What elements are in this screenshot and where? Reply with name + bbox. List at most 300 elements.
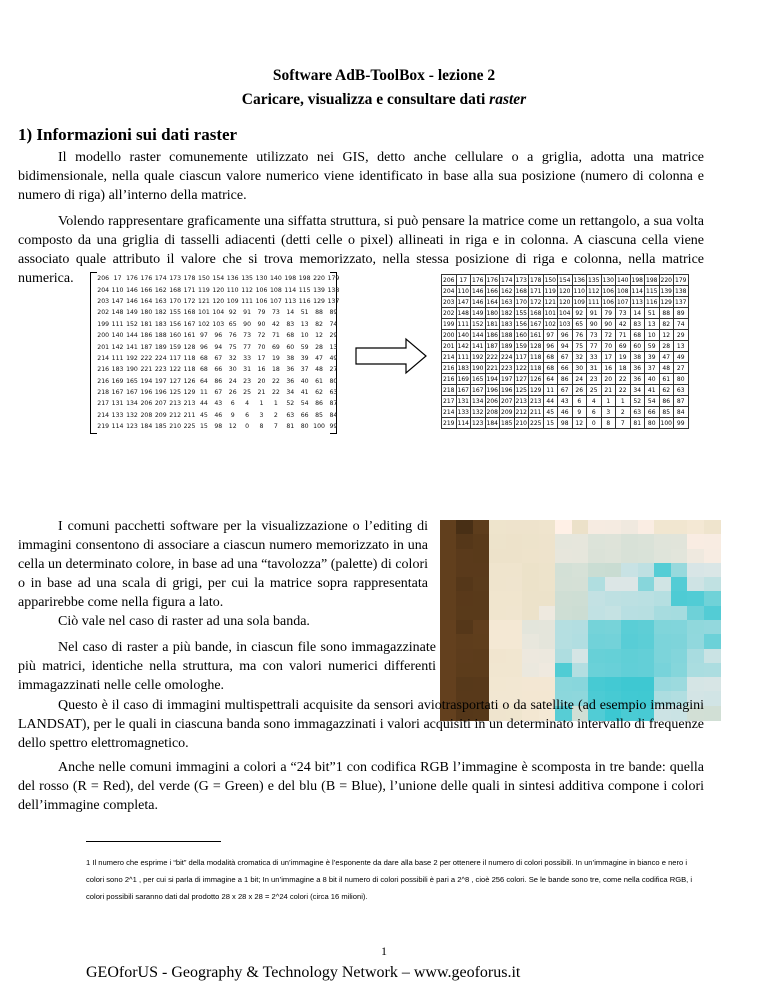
raster-pixel: [555, 649, 572, 664]
table-cell: 112: [588, 287, 600, 295]
raster-pixel: [638, 663, 655, 678]
table-cell: 167: [472, 386, 484, 394]
matrix-cell: 79: [257, 309, 266, 317]
table-cell: 103: [559, 320, 571, 328]
table-row: [442, 341, 689, 352]
raster-pixel: [473, 549, 490, 564]
raster-pixel: [440, 663, 457, 678]
matrix-cell: 75: [228, 343, 237, 351]
matrix-cell: 110: [226, 286, 239, 294]
matrix-cell: 120: [212, 297, 225, 305]
raster-pixel: [704, 663, 721, 678]
table-cell: 33: [587, 352, 602, 363]
table-row: [442, 308, 689, 319]
matrix-cell: 7: [273, 423, 278, 431]
matrix-cell: 18: [271, 366, 280, 374]
raster-pixel: [456, 649, 473, 664]
raster-pixel: [522, 591, 539, 606]
page-number: 1: [381, 944, 387, 958]
table-cell: 106: [602, 298, 614, 306]
raster-pixel: [506, 677, 523, 692]
raster-pixel: [588, 563, 605, 578]
matrix-cell: 40: [300, 377, 309, 385]
table-cell: 140: [457, 331, 469, 339]
matrix-cell: 189: [154, 343, 167, 351]
raster-pixel: [473, 591, 490, 606]
raster-pixel: [687, 577, 704, 592]
matrix-cell: 72: [257, 332, 266, 340]
raster-pixel: [506, 663, 523, 678]
table-cell: 187: [486, 342, 498, 350]
raster-pixel: [440, 577, 457, 592]
matrix-cell: 29: [329, 332, 338, 340]
matrix-cell: 46: [214, 411, 223, 419]
table-cell: 13: [674, 341, 689, 352]
raster-pixel: [539, 549, 556, 564]
table-cell: 219: [443, 419, 455, 427]
raster-pixel: [539, 677, 556, 692]
table-cell: 45: [543, 407, 558, 418]
matrix-cell: 19: [271, 354, 280, 362]
table-cell: 114: [631, 287, 643, 295]
matrix-cell: 27: [329, 366, 338, 374]
table-cell: 167: [530, 320, 542, 328]
matrix-cell: 108: [269, 286, 282, 294]
table-cell: 75: [572, 341, 587, 352]
raster-pixel: [638, 649, 655, 664]
matrix-cell: 0: [245, 423, 250, 431]
matrix-cell: 80: [329, 377, 338, 385]
matrix-cell: 96: [199, 343, 208, 351]
raster-pixel: [588, 520, 605, 535]
matrix-cell: 4: [245, 400, 250, 408]
raster-pixel: [555, 549, 572, 564]
table-cell: 17: [601, 352, 616, 363]
matrix-cell: 198: [298, 275, 311, 283]
matrix-cell: 203: [97, 297, 110, 305]
raster-pixel: [572, 534, 589, 549]
matrix-cell: 32: [228, 354, 237, 362]
matrix-cell: 3: [259, 411, 264, 419]
raster-pixel: [638, 591, 655, 606]
matrix-cell: 113: [284, 297, 297, 305]
raster-pixel: [588, 591, 605, 606]
raster-pixel: [555, 663, 572, 678]
matrix-cell: 214: [97, 354, 110, 362]
table-cell: 4: [587, 396, 602, 407]
matrix-cell: 6: [245, 411, 250, 419]
matrix-cell: 202: [97, 309, 110, 317]
raster-pixel: [638, 606, 655, 621]
paragraph-5: Nel caso di raster a più bande, in ciascun file sono immagazzinate più matrici, identiche nella struttura, ma con valori numerici differenti immagazzinati nelle celle omologhe.: [18, 640, 436, 693]
matrix-cell: 91: [243, 309, 252, 317]
raster-pixel: [473, 606, 490, 621]
matrix-cell: 63: [286, 411, 295, 419]
matrix-cell: 111: [111, 320, 124, 328]
matrix-cell: 206: [140, 400, 153, 408]
raster-pixel: [555, 606, 572, 621]
matrix-cell: 178: [183, 275, 196, 283]
table-cell: 220: [660, 276, 672, 284]
table-cell: 82: [659, 319, 674, 330]
raster-pixel: [489, 534, 506, 549]
raster-pixel: [704, 620, 721, 635]
matrix-row: [96, 353, 341, 364]
table-cell: 44: [543, 396, 558, 407]
table-cell: 49: [674, 352, 689, 363]
table-cell: 184: [486, 419, 498, 427]
table-cell: 214: [443, 408, 455, 416]
raster-pixel: [506, 563, 523, 578]
table-cell: 116: [646, 298, 658, 306]
table-cell: 80: [674, 374, 689, 385]
matrix-row: [96, 284, 341, 295]
table-cell: 134: [472, 397, 484, 405]
table-cell: 62: [659, 385, 674, 396]
raster-pixel: [506, 520, 523, 535]
matrix-cell: 155: [169, 309, 182, 317]
table-cell: 2: [616, 407, 631, 418]
table-cell: 161: [530, 331, 542, 339]
matrix-cell: 25: [243, 389, 252, 397]
raster-pixel: [654, 649, 671, 664]
raster-pixel: [440, 634, 457, 649]
raster-pixel: [605, 563, 622, 578]
raster-pixel: [522, 620, 539, 635]
raster-pixel: [456, 563, 473, 578]
raster-pixel: [473, 663, 490, 678]
matrix-cell: 100: [313, 423, 325, 431]
matrix-grid-table: [441, 274, 689, 429]
table-cell: 17: [456, 275, 471, 286]
matrix-cell: 185: [154, 423, 167, 431]
table-cell: 117: [515, 353, 527, 361]
matrix-cell: 196: [140, 389, 153, 397]
matrix-cell: 146: [126, 286, 138, 294]
raster-pixel: [671, 577, 688, 592]
matrix-cell: 217: [97, 400, 110, 408]
matrix-cell: 54: [300, 400, 309, 408]
raster-pixel: [489, 577, 506, 592]
raster-pixel: [456, 534, 473, 549]
matrix-cell: 10: [300, 332, 309, 340]
table-cell: 108: [617, 287, 629, 295]
matrix-cell: 73: [243, 332, 252, 340]
raster-pixel: [704, 649, 721, 664]
matrix-cell: 86: [315, 400, 323, 408]
raster-pixel: [506, 534, 523, 549]
matrix-cell: 23: [243, 377, 252, 385]
raster-pixel: [506, 649, 523, 664]
raster-pixel: [605, 649, 622, 664]
raster-pixel: [687, 634, 704, 649]
matrix-cell: 216: [97, 377, 110, 385]
matrix-cell: 30: [228, 366, 237, 374]
table-cell: 68: [543, 363, 558, 374]
table-cell: 81: [630, 418, 645, 429]
matrix-cell: 38: [286, 354, 295, 362]
matrix-cell: 192: [126, 354, 138, 362]
matrix-cell: 171: [183, 286, 196, 294]
matrix-cell: 48: [315, 366, 323, 374]
matrix-cell: 97: [199, 332, 208, 340]
table-cell: 43: [558, 396, 573, 407]
raster-pixel: [440, 520, 457, 535]
raster-pixel: [522, 663, 539, 678]
raster-pixel: [440, 563, 457, 578]
table-cell: 34: [630, 385, 645, 396]
matrix-cell: 214: [97, 411, 110, 419]
table-cell: 118: [530, 364, 542, 372]
table-cell: 99: [674, 418, 689, 429]
raster-pixel: [638, 620, 655, 635]
raster-pixel: [687, 520, 704, 535]
table-cell: 146: [472, 298, 484, 306]
table-cell: 9: [572, 407, 587, 418]
matrix-cell: 68: [199, 366, 208, 374]
raster-pixel: [671, 620, 688, 635]
matrix-cell: 65: [228, 320, 237, 328]
table-row: [442, 363, 689, 374]
raster-pixel: [671, 649, 688, 664]
table-cell: 14: [630, 308, 645, 319]
table-cell: 59: [645, 341, 660, 352]
raster-pixel: [671, 549, 688, 564]
matrix-cell: 196: [154, 389, 167, 397]
matrix-row: [96, 341, 341, 352]
matrix-cell: 11: [199, 389, 208, 397]
table-cell: 149: [472, 309, 484, 317]
matrix-cell: 179: [327, 275, 340, 283]
table-cell: 72: [601, 330, 616, 341]
raster-pixel: [456, 606, 473, 621]
table-cell: 36: [630, 374, 645, 385]
matrix-cell: 194: [140, 377, 153, 385]
table-cell: 90: [587, 319, 602, 330]
raster-pixel: [473, 634, 490, 649]
table-cell: 128: [530, 342, 542, 350]
table-cell: 77: [587, 341, 602, 352]
matrix-cell: 218: [97, 389, 110, 397]
table-cell: 96: [558, 330, 573, 341]
matrix-cell: 28: [315, 343, 323, 351]
matrix-cell: 107: [269, 297, 282, 305]
raster-pixel: [605, 577, 622, 592]
table-cell: 64: [543, 374, 558, 385]
matrix-cell: 6: [230, 400, 235, 408]
matrix-cell: 213: [183, 400, 196, 408]
table-cell: 155: [515, 309, 527, 317]
table-cell: 172: [530, 298, 542, 306]
raster-pixel: [522, 677, 539, 692]
raster-pixel: [489, 677, 506, 692]
table-cell: 104: [559, 309, 571, 317]
table-cell: 68: [630, 330, 645, 341]
table-cell: 63: [630, 407, 645, 418]
table-cell: 12: [572, 418, 587, 429]
raster-pixel: [456, 591, 473, 606]
matrix-cell: 17: [113, 275, 122, 283]
table-row: [442, 396, 689, 407]
matrix-cell: 92: [228, 309, 237, 317]
table-cell: 125: [515, 386, 527, 394]
table-cell: 1: [601, 396, 616, 407]
raster-pixel: [638, 534, 655, 549]
raster-pixel: [605, 606, 622, 621]
table-cell: 214: [443, 353, 455, 361]
raster-pixel: [687, 563, 704, 578]
matrix-cell: 121: [198, 297, 210, 305]
raster-pixel: [588, 620, 605, 635]
matrix-cell: 77: [243, 343, 252, 351]
table-cell: 54: [645, 396, 660, 407]
raster-pixel: [704, 677, 721, 692]
matrix-row: [96, 376, 341, 387]
raster-pixel: [671, 534, 688, 549]
raster-pixel: [539, 620, 556, 635]
table-cell: 110: [573, 287, 585, 295]
matrix-cell: 12: [315, 332, 323, 340]
paragraph-3-text: I comuni pacchetti software per la visualizzazione o l’editing di immagini consentono di associare a ciascun numero memorizzato in una cella un determinato colore, in base ad una “tavolozza” (palette) di colori o in base ad una scala di grigi, per cui la matrice sopra rappresentata apparirebbe come nella figura a lato.: [18, 519, 428, 610]
matrix-cell: 152: [126, 320, 138, 328]
raster-pixel: [621, 634, 638, 649]
raster-pixel: [489, 620, 506, 635]
matrix-cell: 172: [183, 297, 196, 305]
raster-pixel: [605, 677, 622, 692]
raster-pixel: [621, 563, 638, 578]
table-cell: 86: [659, 396, 674, 407]
matrix-cell: 102: [198, 320, 210, 328]
matrix-cell: 61: [315, 377, 323, 385]
table-cell: 176: [472, 276, 484, 284]
matrix-cell: 120: [212, 286, 225, 294]
table-cell: 160: [515, 331, 527, 339]
matrix-cell: 221: [140, 366, 153, 374]
raster-pixel: [621, 606, 638, 621]
paragraph-1: Il modello raster comunemente utilizzato nei GIS, detto anche cellulare o a griglia, adotta una matrice bidimensionale, nella quale ciascun valore numerico viene identificato in base alla sua posizione (numero di colonna e numero di riga) all’interno della matrice.: [18, 150, 704, 203]
table-cell: 119: [544, 287, 556, 295]
table-cell: 20: [601, 374, 616, 385]
table-cell: 27: [674, 363, 689, 374]
table-cell: 12: [659, 330, 674, 341]
raster-pixel: [621, 620, 638, 635]
raster-pixel: [555, 520, 572, 535]
raster-pixel: [654, 563, 671, 578]
table-cell: 129: [530, 386, 542, 394]
matrix-cell: 86: [214, 377, 223, 385]
table-cell: 194: [486, 375, 498, 383]
raster-pixel: [572, 620, 589, 635]
table-cell: 123: [472, 419, 484, 427]
table-cell: 61: [659, 374, 674, 385]
table-cell: 89: [674, 308, 689, 319]
matrix-cell: 24: [228, 377, 237, 385]
raster-pixel: [588, 634, 605, 649]
matrix-cell: 33: [243, 354, 252, 362]
matrix-cell: 49: [329, 354, 338, 362]
matrix-cell: 89: [329, 309, 338, 317]
table-cell: 110: [457, 287, 469, 295]
raster-pixel: [605, 520, 622, 535]
table-cell: 66: [645, 407, 660, 418]
matrix-cell: 44: [199, 400, 208, 408]
matrix-cell: 118: [183, 354, 196, 362]
matrix-cell: 71: [271, 332, 280, 340]
matrix-cell: 76: [228, 332, 237, 340]
table-cell: 136: [573, 276, 585, 284]
table-cell: 224: [501, 353, 513, 361]
table-cell: 24: [572, 374, 587, 385]
raster-pixel: [704, 549, 721, 564]
raster-pixel: [704, 606, 721, 621]
table-cell: 189: [501, 342, 513, 350]
table-cell: 25: [587, 385, 602, 396]
raster-pixel: [572, 520, 589, 535]
table-cell: 100: [660, 419, 672, 427]
table-cell: 11: [543, 385, 558, 396]
table-cell: 113: [631, 298, 643, 306]
raster-pixel: [539, 563, 556, 578]
table-cell: 109: [573, 298, 585, 306]
matrix-cell: 112: [241, 286, 253, 294]
matrix-cell: 59: [300, 343, 309, 351]
raster-pixel: [704, 577, 721, 592]
raster-pixel: [489, 663, 506, 678]
table-cell: 88: [659, 308, 674, 319]
raster-pixel: [440, 677, 457, 692]
matrix-cell: 116: [298, 297, 311, 305]
table-cell: 165: [472, 375, 484, 383]
matrix-cell: 111: [111, 354, 124, 362]
raster-pixel: [654, 606, 671, 621]
raster-pixel: [506, 620, 523, 635]
table-cell: 135: [588, 276, 600, 284]
table-cell: 222: [486, 353, 498, 361]
paragraph-4: Ciò vale nel caso di raster ad una sola banda.: [58, 614, 310, 629]
matrix-cell: 133: [111, 411, 124, 419]
matrix-row: [96, 421, 341, 432]
matrix-cell: 169: [111, 377, 124, 385]
table-cell: 212: [515, 408, 527, 416]
matrix-cell: 134: [126, 400, 138, 408]
raster-pixel: [572, 549, 589, 564]
table-cell: 129: [660, 298, 672, 306]
matrix-cell: 211: [183, 411, 196, 419]
raster-pixel: [440, 620, 457, 635]
matrix-cell: 67: [214, 354, 223, 362]
table-cell: 216: [443, 364, 455, 372]
table-cell: 142: [457, 342, 469, 350]
raster-pixel: [588, 663, 605, 678]
table-cell: 66: [558, 363, 573, 374]
matrix-row: [96, 410, 341, 421]
table-cell: 84: [674, 407, 689, 418]
table-cell: 85: [659, 407, 674, 418]
matrix-cell: 104: [212, 309, 225, 317]
table-cell: 40: [645, 374, 660, 385]
matrix-cell: 219: [97, 423, 110, 431]
matrix-cell: 69: [271, 343, 280, 351]
raster-pixel: [621, 549, 638, 564]
table-cell: 6: [572, 396, 587, 407]
matrix-cell: 198: [284, 275, 297, 283]
raster-pixel: [456, 620, 473, 635]
raster-pixel: [555, 620, 572, 635]
table-cell: 168: [530, 309, 542, 317]
matrix-cell: 127: [169, 377, 182, 385]
table-cell: 42: [616, 319, 631, 330]
table-cell: 154: [559, 276, 571, 284]
